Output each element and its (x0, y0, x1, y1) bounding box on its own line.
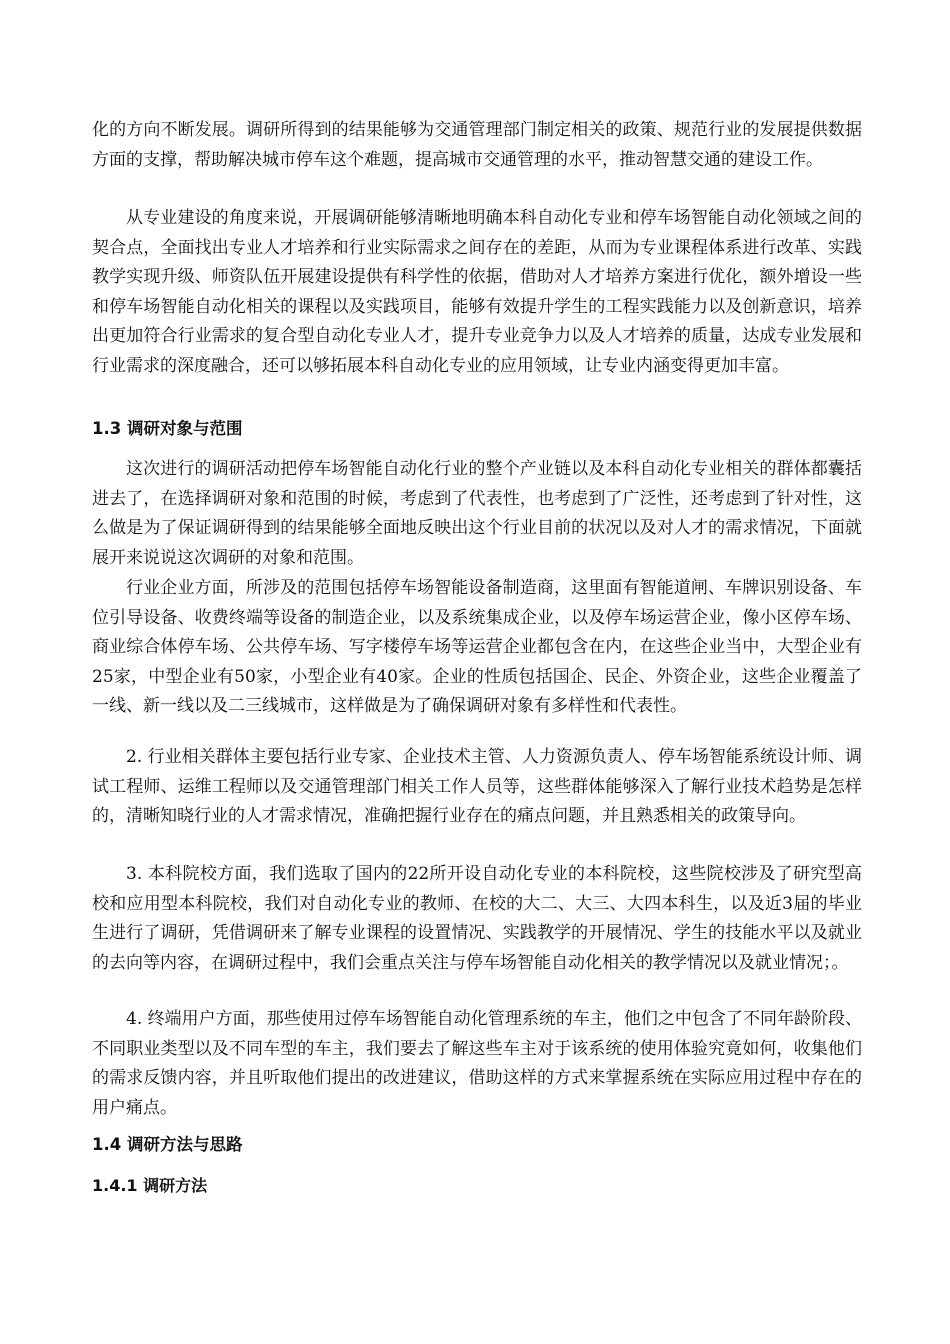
paragraph-survey-scope-intro: 这次进行的调研活动把停车场智能自动化行业的整个产业链以及本科自动化专业相关的群体都囊括进去了，在选择调研对象和范围的时候，考虑到了代表性，也考虑到了广泛性，还考虑到了针对性，这么做是为了保证调研得到的结果能够全面地反映出这个行业目前的状况以及对人才的需求情况，下面就展开来说说这次调研的对象和范围。 (92, 459, 862, 568)
paragraph-industry-groups: 2. 行业相关群体主要包括行业专家、企业技术主管、人力资源负责人、停车场智能系统设计师、调试工程师、运维工程师以及交通管理部门相关工作人员等，这些群体能够深入了解行业技术趋势是怎样的，清晰知晓行业的人才需求情况，准确把握行业存在的痛点问题，并且熟悉相关的政策导向。 (92, 747, 862, 826)
paragraph-policy-support: 化的方向不断发展。调研所得到的结果能够为交通管理部门制定相关的政策、规范行业的发展提供数据方面的支撑，帮助解决城市停车这个难题，提高城市交通管理的水平，推动智慧交通的建设工作。 (92, 120, 862, 170)
subsection-heading-1-4-1: 1.4.1 调研方法 (92, 1176, 208, 1195)
paragraph-major-construction: 从专业建设的角度来说，开展调研能够清晰地明确本科自动化专业和停车场智能自动化领域之间的契合点，全面找出专业人才培养和行业实际需求之间存在的差距，从而为专业课程体系进行改革、实践教学实现升级、师资队伍开展建设提供有科学性的依据，借助对人才培养方案进行优化，额外增设一些和停车场智能自动化相关的课程以及实践项目，能够有效提升学生的工程实践能力以及创新意识，培养出更加符合行业需求的复合型自动化专业人才，提升专业竞争力以及人才培养的质量，达成专业发展和行业需求的深度融合，还可以够拓展本科自动化专业的应用领域，让专业内涵变得更加丰富。 (92, 208, 862, 376)
paragraph-industry-enterprises: 行业企业方面，所涉及的范围包括停车场智能设备制造商，这里面有智能道闸、车牌识别设备、车位引导设备、收费终端等设备的制造企业，以及系统集成企业，以及停车场运营企业，像小区停车场、商业综合体停车场、公共停车场、写字楼停车场等运营企业都包含在内，在这些企业当中，大型企业有25家，中型企业有50家，小型企业有40家。企业的性质包括国企、民企、外资企业，这些企业覆盖了一线、新一线以及二三线城市，这样做是为了确保调研对象有多样性和代表性。 (92, 578, 862, 716)
paragraph-end-users: 4. 终端用户方面，那些使用过停车场智能自动化管理系统的车主，他们之中包含了不同年龄阶段、不同职业类型以及不同车型的车主，我们要去了解这些车主对于该系统的使用体验究竟如何，收集他们的需求反馈内容，并且听取他们提出的改进建议，借助这样的方式来掌握系统在实际应用过程中存在的用户痛点。 (92, 1009, 862, 1118)
section-heading-1-4: 1.4 调研方法与思路 (92, 1135, 243, 1154)
paragraph-universities: 3. 本科院校方面，我们选取了国内的22所开设自动化专业的本科院校，这些院校涉及了研究型高校和应用型本科院校，我们对自动化专业的教师、在校的大二、大三、大四本科生，以及近3届的毕业生进行了调研，凭借调研来了解专业课程的设置情况、实践教学的开展情况、学生的技能水平以及就业的去向等内容，在调研过程中，我们会重点关注与停车场智能自动化相关的教学情况以及就业情况；。 (92, 864, 862, 973)
section-heading-1-3: 1.3 调研对象与范围 (92, 419, 243, 438)
